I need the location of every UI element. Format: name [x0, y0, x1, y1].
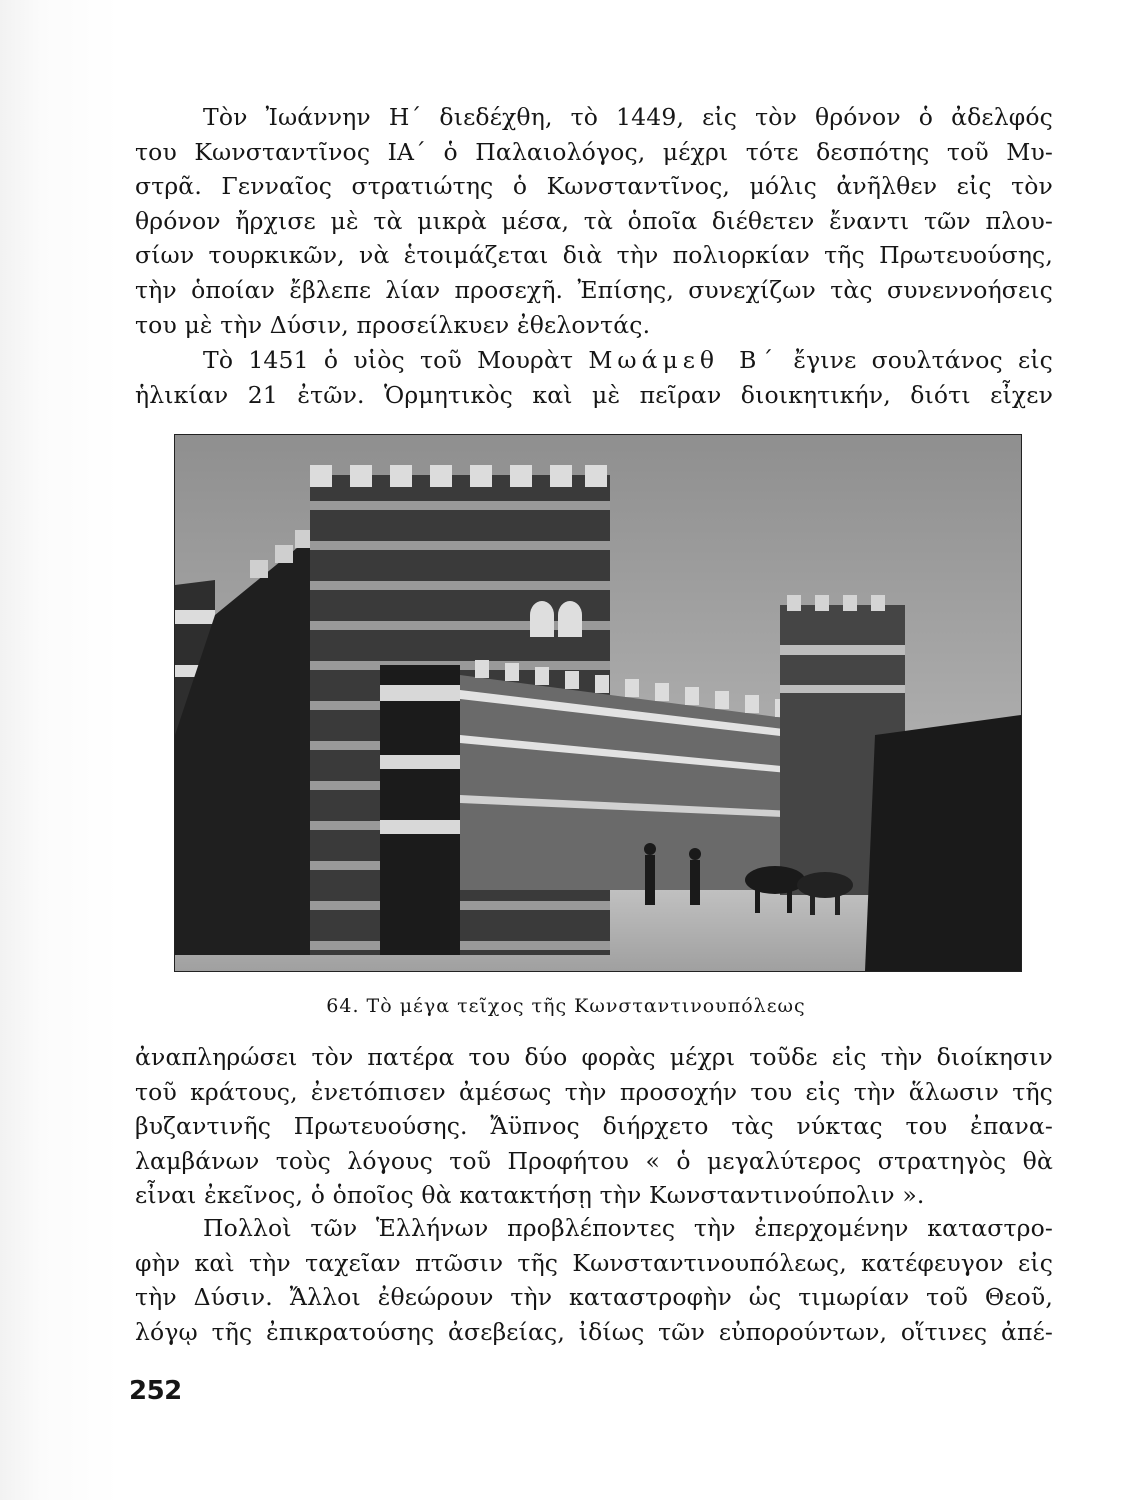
paragraph-3 — [135, 1040, 1053, 1213]
text-line: του Κωνσταντῖνος ΙΑ΄ ὁ Παλαιολόγος, μέχρι τότε δεσπότης τοῦ Μυ- — [135, 137, 1053, 166]
text-line: Τὸν Ἰωάννην Η΄ διεδέχθη, τὸ 1449, εἰς τὸν θρόνον ὁ ἀδελφός — [203, 103, 1053, 131]
paragraph-4 — [135, 1211, 1053, 1349]
text-segment: ἔγινε σουλτάνος εἰς — [793, 346, 1053, 374]
text-line: Πολλοὶ τῶν Ἑλλήνων προβλέποντες τὴν ἐπερχομένην καταστρο- — [203, 1214, 1053, 1242]
text-line: θρόνον ἤρχισε μὲ τὰ μικρὰ μέσα, τὰ ὁποῖα διέθετεν ἔναντι τῶν πλου- — [135, 206, 1053, 235]
sultan-name: Μωάμεθ Β΄ — [588, 346, 779, 374]
city-wall-photo — [174, 434, 1022, 972]
text-line: τοῦ κράτους, ἐνετόπισεν ἀμέσως τὴν προσοχήν του εἰς τὴν ἅλωσιν τῆς — [135, 1077, 1053, 1106]
text-line: ἀναπληρώσει τὸν πατέρα του δύο φορὰς μέχρι τοῦδε εἰς τὴν διοίκησιν — [135, 1043, 1053, 1071]
page-number: 252 — [129, 1376, 182, 1406]
figure-caption: 64. Τὸ μέγα τεῖχος τῆς Κωνσταντινουπόλεως — [326, 995, 806, 1017]
paragraph-2 — [135, 343, 1053, 412]
text-line: στρᾶ. Γενναῖος στρατιώτης ὁ Κωνσταντῖνος, μόλις ἀνῆλθεν εἰς τὸν — [135, 172, 1053, 201]
text-line: βυζαντινῆς Πρωτευούσης. Ἄϋπνος διήρχετο τὰς νύκτας του ἐπανα- — [135, 1112, 1053, 1141]
text-line: του μὲ τὴν Δύσιν, προσείλκυεν ἐθελοντάς. — [135, 310, 651, 339]
text-line: τὴν Δύσιν. Ἄλλοι ἐθεώρουν τὴν καταστροφὴν ὡς τιμωρίαν τοῦ Θεοῦ, — [135, 1283, 1053, 1312]
text-line — [135, 343, 1053, 378]
text-line: τὴν ὁποίαν ἔβλεπε λίαν προσεχῆ. Ἐπίσης, συνεχίζων τὰς συνεννοήσεις — [135, 275, 1053, 304]
text-segment: Τὸ 1451 ὁ υἱὸς τοῦ Μουρὰτ — [203, 346, 574, 374]
text-line: λόγῳ τῆς ἐπικρατούσης ἀσεβείας, ἰδίως τῶν εὐπορούντων, οἵτινες ἀπέ- — [135, 1317, 1053, 1346]
text-line: εἶναι ἐκεῖνος, ὁ ὁποῖος θὰ κατακτήσῃ τὴν Κωνσταντινούπολιν ». — [135, 1181, 925, 1210]
text-line: σίων τουρκικῶν, νὰ ἑτοιμάζεται διὰ τὴν πολιορκίαν τῆς Πρωτευούσης, — [135, 241, 1053, 270]
text-line: φὴν καὶ τὴν ταχεῖαν πτῶσιν τῆς Κωνσταντινουπόλεως, κατέφευγον εἰς — [135, 1248, 1053, 1277]
text-line: ἡλικίαν 21 ἐτῶν. Ὁρμητικὸς καὶ μὲ πεῖραν διοικητικήν, διότι εἶχεν — [135, 380, 1053, 409]
text-line: λαμβάνων τοὺς λόγους τοῦ Προφήτου « ὁ μεγαλύτερος στρατηγὸς θὰ — [135, 1146, 1053, 1175]
paragraph-1 — [135, 100, 1053, 342]
